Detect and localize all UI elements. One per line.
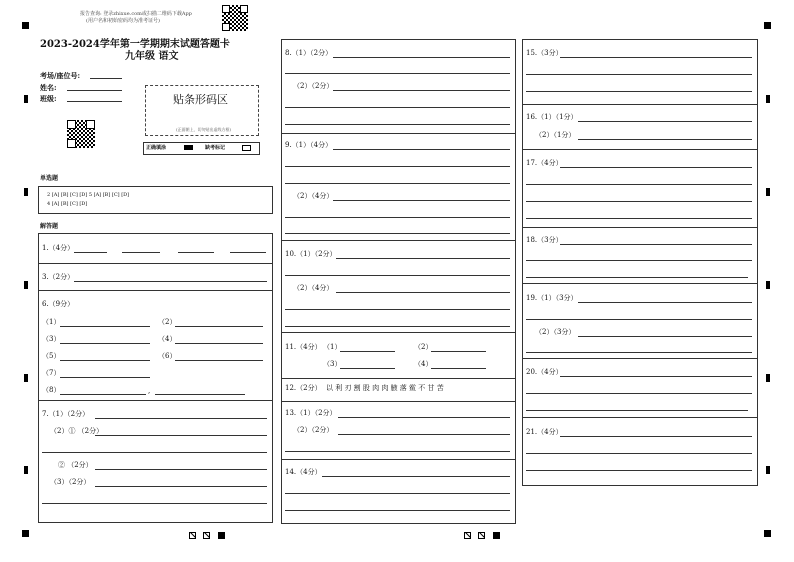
q20-answer[interactable] xyxy=(560,376,752,377)
q9-1-label: 9.（1）（4分） xyxy=(285,141,333,149)
q17-answer-line2[interactable] xyxy=(526,184,752,185)
q7-3-answer-line2[interactable] xyxy=(42,503,267,504)
page-marker-icon xyxy=(464,532,471,539)
q6-answer-8b[interactable] xyxy=(155,394,245,395)
q6-item-7: （7） xyxy=(42,369,61,377)
divider xyxy=(281,459,516,460)
q6-item-6: （6） xyxy=(158,352,177,360)
q9-2-label: （2）（4分） xyxy=(293,192,334,200)
class-field[interactable] xyxy=(67,101,122,102)
q21-label: 21.（4分） xyxy=(526,428,563,436)
q15-answer[interactable] xyxy=(560,57,752,58)
q19-1-answer[interactable] xyxy=(578,302,752,303)
q19-2-answer[interactable] xyxy=(578,336,752,337)
q17-label: 17.（4分） xyxy=(526,159,563,167)
q9-1-answer-line3[interactable] xyxy=(285,183,510,184)
side-mark xyxy=(766,95,770,103)
class-label: 班级: xyxy=(40,94,57,103)
q6-answer-8a[interactable] xyxy=(60,394,146,395)
q8-2-answer[interactable] xyxy=(333,90,510,91)
q19-1-label: 19.（1）（3分） xyxy=(526,294,578,302)
divider xyxy=(281,240,516,241)
page-marker-solid xyxy=(218,532,225,539)
q10-1-label: 10.（1）（2分） xyxy=(285,250,337,258)
divider xyxy=(38,263,273,264)
q7-2b-label: ② （2分） xyxy=(58,461,93,469)
page-title: 2023-2024学年第一学期期末试题答题卡 xyxy=(40,39,230,50)
q18-answer-line3[interactable] xyxy=(526,277,748,278)
q7-label: 7.（1）（2分） xyxy=(42,410,90,418)
corner-mark-bottom-right xyxy=(764,530,771,537)
q15-answer-line3[interactable] xyxy=(526,91,752,92)
side-mark xyxy=(24,281,28,289)
q8-2-label: （2）（2分） xyxy=(293,82,334,90)
divider xyxy=(281,133,516,134)
q13-1-answer[interactable] xyxy=(338,417,510,418)
q6-answer-7[interactable] xyxy=(60,377,150,378)
divider xyxy=(38,400,273,401)
report-notice-sub: (用户名和初始密码均为准考证号) xyxy=(86,18,160,24)
correct-fill-label: 正确填涂 xyxy=(146,145,167,151)
divider xyxy=(522,417,758,418)
q13-2-answer[interactable] xyxy=(338,434,510,435)
q11-item-2: （2） xyxy=(414,343,433,351)
q20-answer-line2[interactable] xyxy=(526,393,752,394)
q18-answer[interactable] xyxy=(560,244,752,245)
answer-section-title: 解答题 xyxy=(40,223,59,230)
corner-mark-top-right xyxy=(764,22,771,29)
q14-answer[interactable] xyxy=(322,476,510,477)
page-subtitle: 九年级 语文 xyxy=(125,51,179,62)
side-mark xyxy=(24,466,28,474)
q3-label: 3.（2分） xyxy=(42,273,75,281)
page-marker-icon xyxy=(478,532,485,539)
barcode-note: (正面朝上，切勿贴出虚线方框) xyxy=(176,127,232,132)
q16-2-label: （2）（1分） xyxy=(535,131,576,139)
divider xyxy=(522,283,758,284)
q9-1-answer[interactable] xyxy=(333,149,510,150)
divider xyxy=(522,227,758,228)
q8-1-answer[interactable] xyxy=(333,57,510,58)
q16-1-label: 16.（1）（1分） xyxy=(526,113,578,121)
q10-2-answer[interactable] xyxy=(336,292,510,293)
q19-1-answer-line2[interactable] xyxy=(526,319,752,320)
q9-2-answer-line3[interactable] xyxy=(285,233,510,234)
q9-2-answer[interactable] xyxy=(333,200,510,201)
q11-item-1: （1） xyxy=(323,343,342,351)
q15-answer-line2[interactable] xyxy=(526,74,752,75)
q12-text: 以 利 刃 割 股 肉 肉 腋 落 鲎 不 甘 苦 xyxy=(326,384,444,392)
q14-label: 14.（4分） xyxy=(285,468,322,476)
q14-answer-line2[interactable] xyxy=(285,493,510,494)
side-mark xyxy=(24,95,28,103)
q18-answer-line2[interactable] xyxy=(526,260,752,261)
divider xyxy=(522,149,758,150)
barcode-title: 贴条形码区 xyxy=(173,93,228,106)
side-mark xyxy=(766,281,770,289)
q6-answer-5[interactable] xyxy=(60,360,150,361)
exam-seat-field[interactable] xyxy=(90,78,122,79)
q6-item-2: （2） xyxy=(158,318,177,326)
q6-comma: , xyxy=(148,387,151,395)
q12-label: 12.（2分） xyxy=(285,384,322,392)
student-qr-icon xyxy=(67,120,95,148)
q10-2-label: （2）（4分） xyxy=(293,284,334,292)
q17-answer-line4[interactable] xyxy=(526,218,752,219)
q10-1-answer[interactable] xyxy=(336,258,510,259)
exam-seat-label: 考场/座位号: xyxy=(40,71,81,80)
absent-mark-label: 缺考标记 xyxy=(205,145,226,151)
q8-1-label: 8.（1）（2分） xyxy=(285,49,333,57)
q6-item-1: （1） xyxy=(42,318,61,326)
q6-item-8: （8） xyxy=(42,386,61,394)
page-marker-icon xyxy=(189,532,196,539)
q16-1-answer[interactable] xyxy=(578,121,752,122)
q10-2-answer-line3[interactable] xyxy=(285,326,510,327)
name-label: 姓名: xyxy=(40,83,57,92)
q7-2b-answer[interactable] xyxy=(95,469,267,470)
q8-1-answer-line2[interactable] xyxy=(285,73,510,74)
q6-item-3: （3） xyxy=(42,335,61,343)
choice-row-1[interactable]: 2 [A] [B] [C] [D] 5 [A] [B] [C] [D] xyxy=(47,192,130,198)
side-mark xyxy=(24,374,28,382)
q13-2-label: （2）（2分） xyxy=(293,426,334,434)
q9-1-answer-line2[interactable] xyxy=(285,166,510,167)
q7-1-answer[interactable] xyxy=(95,418,267,419)
q20-answer-line3[interactable] xyxy=(526,410,748,411)
choice-row-2[interactable]: 4 [A] [B] [C] [D] xyxy=(47,201,88,207)
q7-2a-label: （2）① （2分） xyxy=(50,427,104,435)
q1-answer-1[interactable] xyxy=(74,252,107,253)
name-field[interactable] xyxy=(67,90,122,91)
q21-answer-line2[interactable] xyxy=(526,453,752,454)
q19-2-answer-line2[interactable] xyxy=(526,352,752,353)
q9-2-answer-line2[interactable] xyxy=(285,217,510,218)
q11-answer-2[interactable] xyxy=(431,351,486,352)
correct-fill-sample xyxy=(184,145,193,150)
q6-answer-4[interactable] xyxy=(175,343,263,344)
q6-label: 6.（9分） xyxy=(42,300,75,308)
q6-answer-2[interactable] xyxy=(175,326,263,327)
q18-label: 18.（3分） xyxy=(526,236,563,244)
q8-2-answer-line3[interactable] xyxy=(285,124,510,125)
side-mark xyxy=(766,374,770,382)
q19-2-label: （2）（3分） xyxy=(535,328,576,336)
q15-label: 15.（3分） xyxy=(526,49,563,57)
q11-answer-3[interactable] xyxy=(340,368,395,369)
q1-answer-4[interactable] xyxy=(230,252,266,253)
q1-answer-3[interactable] xyxy=(178,252,214,253)
page-marker-icon xyxy=(203,532,210,539)
q6-item-4: （4） xyxy=(158,335,177,343)
side-mark xyxy=(24,188,28,196)
column-3-box xyxy=(522,39,758,486)
side-mark xyxy=(766,466,770,474)
q17-answer-line3[interactable] xyxy=(526,201,752,202)
divider xyxy=(522,358,758,359)
q17-answer[interactable] xyxy=(560,167,752,168)
q16-2-answer[interactable] xyxy=(578,139,752,140)
corner-mark-top-left xyxy=(22,22,29,29)
divider xyxy=(281,332,516,333)
single-choice-title: 单选题 xyxy=(40,175,59,182)
divider xyxy=(522,104,758,105)
page-marker-solid xyxy=(493,532,500,539)
single-choice-box xyxy=(38,186,273,214)
q20-label: 20.（4分） xyxy=(526,368,563,376)
q13-2-answer-line2[interactable] xyxy=(285,451,510,452)
q7-3-label: （3）（2分） xyxy=(50,478,91,486)
q14-answer-line3[interactable] xyxy=(285,510,510,511)
q11-item-4: （4） xyxy=(414,360,433,368)
absent-mark-box[interactable] xyxy=(242,145,251,151)
q13-1-label: 13.（1）（2分） xyxy=(285,409,337,417)
side-mark xyxy=(766,188,770,196)
q7-2a-answer-line2[interactable] xyxy=(42,452,267,453)
q6-answer-3[interactable] xyxy=(60,343,150,344)
q6-item-5: （5） xyxy=(42,352,61,360)
q11-answer-1[interactable] xyxy=(340,351,395,352)
q21-answer-line3[interactable] xyxy=(526,470,752,471)
report-notice: 报告查询: 登录zhixue.com或扫描二维码下载App xyxy=(80,11,192,17)
q6-answer-1[interactable] xyxy=(60,326,150,327)
q6-answer-6[interactable] xyxy=(175,360,263,361)
q7-2a-answer[interactable] xyxy=(95,435,267,436)
divider xyxy=(281,378,516,379)
divider xyxy=(38,290,273,291)
divider xyxy=(281,401,516,402)
app-qr-icon xyxy=(222,5,248,31)
q11-item-3: （3） xyxy=(323,360,342,368)
q8-2-answer-line2[interactable] xyxy=(285,107,510,108)
q10-2-answer-line2[interactable] xyxy=(285,309,510,310)
corner-mark-bottom-left xyxy=(22,530,29,537)
q1-label: 1.（4分） xyxy=(42,244,75,252)
q10-1-answer-line2[interactable] xyxy=(285,275,510,276)
q11-label: 11.（4分） xyxy=(285,343,322,351)
q7-3-answer[interactable] xyxy=(95,486,267,487)
q3-answer[interactable] xyxy=(74,281,267,282)
q1-answer-2[interactable] xyxy=(122,252,160,253)
q21-answer[interactable] xyxy=(560,436,752,437)
q11-answer-4[interactable] xyxy=(431,368,486,369)
